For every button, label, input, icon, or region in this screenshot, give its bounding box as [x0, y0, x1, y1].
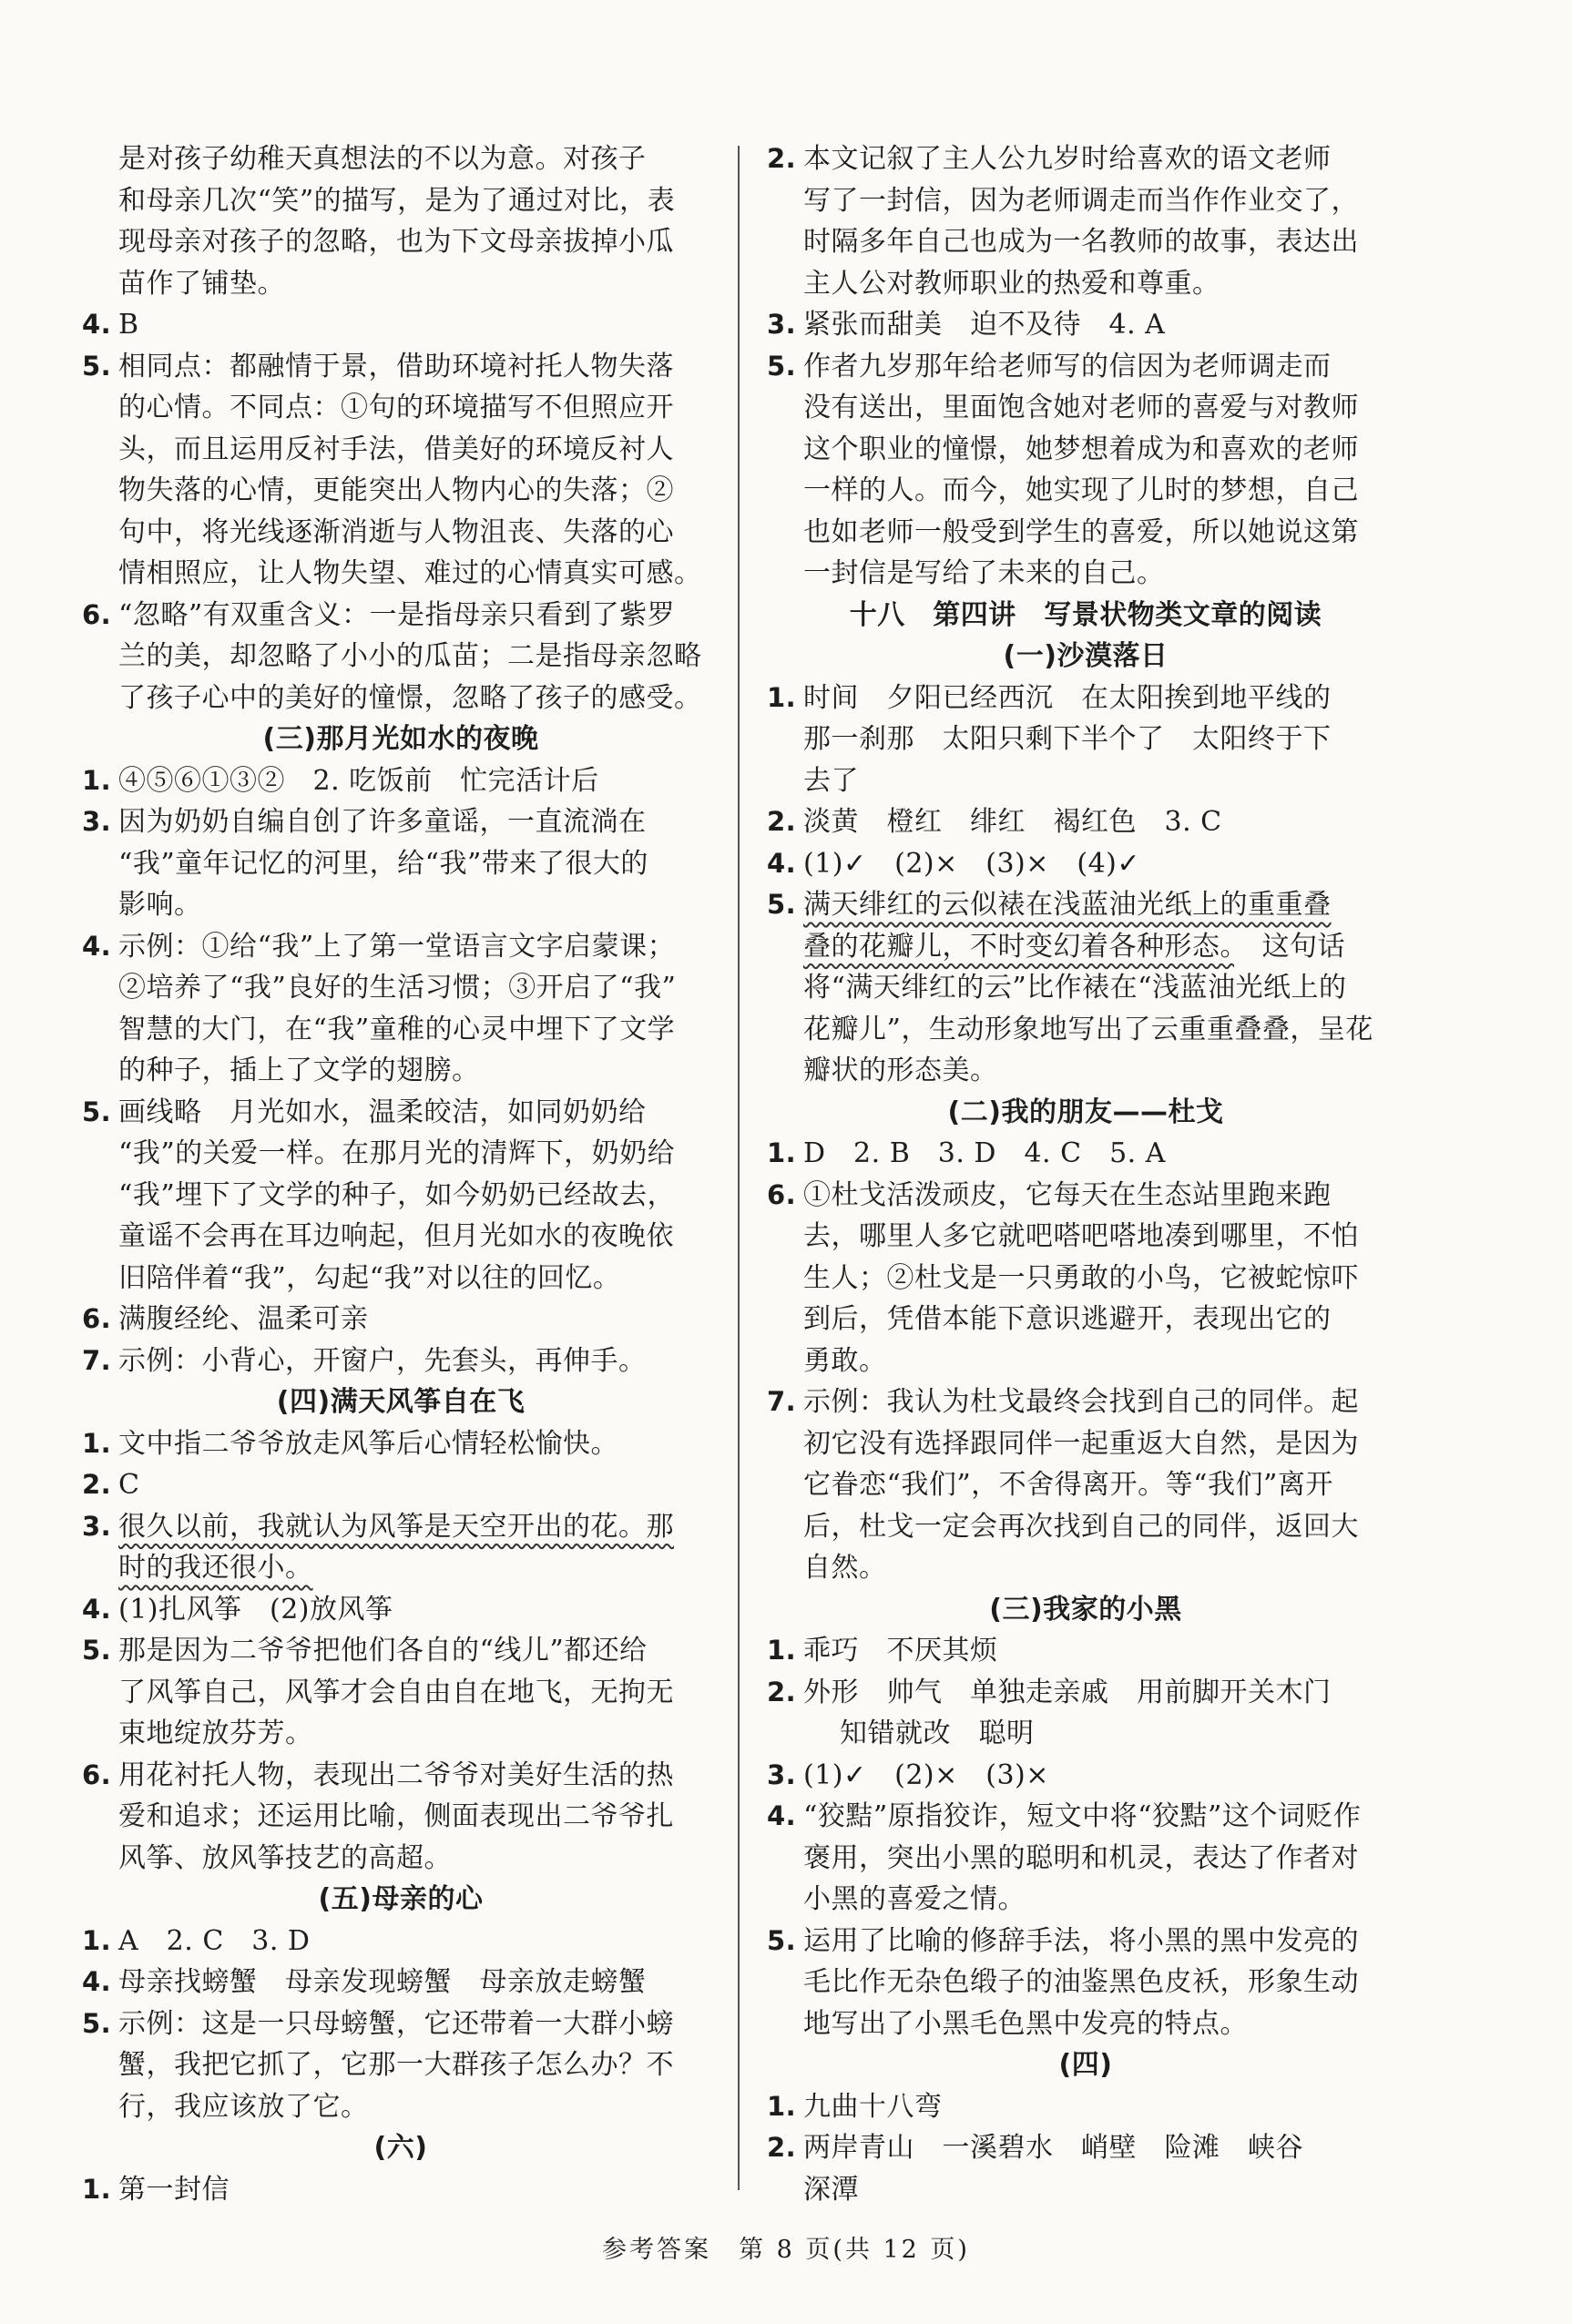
- answer-line: [82, 346, 720, 388]
- answer-line: [82, 1092, 720, 1134]
- answer-text-tail: 这句话: [1234, 930, 1345, 963]
- answer-text: ①杜戈活泼顽皮，它每天在生态站里跑来跑: [803, 1178, 1332, 1211]
- answer-text: 满天绯红的云似裱在浅蓝油光纸上的重重叠: [803, 889, 1332, 921]
- answer-text: 影响。: [118, 889, 202, 921]
- question-number: 4.: [82, 1593, 112, 1625]
- question-number: 2.: [767, 806, 797, 837]
- answer-text: 童谣不会再在耳边响起，但月光如水的夜晚依: [118, 1220, 674, 1252]
- question-number: 5.: [767, 350, 797, 382]
- answer-line: [82, 304, 720, 346]
- answer-text: 很久以前，我就认为风筝是天空开出的花。那: [118, 1510, 674, 1543]
- section-heading: (二)我的朋友——杜戈: [947, 1096, 1224, 1128]
- answer-text: 束地绽放芬芳。: [118, 1718, 313, 1749]
- answer-text: 兰的美，却忽略了小小的瓜苗；二是指母亲忽略: [118, 640, 702, 672]
- answer-text: 那一刹那 太阳只剩下半个了 太阳终于下: [803, 723, 1332, 755]
- answer-text: “狡黠”原指狡诈，短文中将“狡黠”这个词贬作: [803, 1800, 1362, 1832]
- question-number: 2.: [82, 1469, 112, 1500]
- answer-text: 去了: [803, 764, 859, 797]
- answer-text: 也如老师一般受到学生的喜爱，所以她说这第: [803, 515, 1359, 548]
- continuation-line: [767, 1340, 1404, 1382]
- answer-line: [82, 2169, 720, 2211]
- answer-text: 一样的人。而今，她实现了儿时的梦想，自己: [803, 474, 1359, 506]
- answer-line: [82, 1755, 720, 1797]
- continuation-line: [82, 221, 720, 263]
- answer-text: “我”埋下了文学的种子，如今奶奶已经故去，: [118, 1178, 676, 1211]
- answer-line: [767, 2086, 1404, 2128]
- continuation-line: [767, 1050, 1404, 1092]
- question-number: 3.: [82, 806, 112, 837]
- answer-text: ②培养了“我”良好的生活习惯；③开启了“我”: [118, 972, 677, 1004]
- answer-text: 智慧的大门，在“我”童稚的心灵中埋下了文学: [118, 1013, 676, 1045]
- answer-text: 示例：这是一只母螃蟹，它还带着一大群小螃: [118, 2007, 674, 2040]
- answer-text: 去，哪里人多它就吧嗒吧嗒地凑到哪里，不怕: [803, 1220, 1359, 1252]
- continuation-line: [767, 1962, 1404, 2003]
- answer-text: 的心情。不同点：①句的环境描写不但照应开: [118, 392, 674, 423]
- answer-text: 没有送出，里面饱含她对老师的喜爱与对教师: [803, 392, 1359, 423]
- answer-text: 运用了比喻的修辞手法，将小黑的黑中发亮的: [803, 1924, 1359, 1957]
- answer-line: [767, 1672, 1404, 1714]
- continuation-line: [82, 429, 720, 471]
- answer-text: 褒用，突出小黑的聪明和机灵，表达了作者对: [803, 1841, 1359, 1874]
- continuation-line: [767, 1423, 1404, 1465]
- continuation-line: [767, 1506, 1404, 1548]
- continuation-line: [82, 2044, 720, 2086]
- continuation-line: [767, 221, 1404, 263]
- answer-text: 画线略 月光如水，温柔皎洁，如同奶奶给: [118, 1096, 647, 1128]
- question-number: 3.: [767, 1758, 797, 1790]
- answer-text: 主人公对教师职业的热爱和尊重。: [803, 267, 1220, 300]
- question-number: 4.: [82, 930, 112, 962]
- question-number: 4.: [82, 1966, 112, 1997]
- continuation-line: [767, 1009, 1404, 1051]
- continuation-line: [767, 760, 1404, 802]
- question-number: 4.: [767, 1800, 797, 1831]
- answer-line: [767, 1921, 1404, 1962]
- answer-line: [767, 304, 1404, 346]
- answer-text: 时间 夕阳已经西沉 在太阳挨到地平线的: [803, 681, 1332, 714]
- answer-text: “忽略”有双重含义：一是指母亲只看到了紫罗: [118, 598, 676, 631]
- continuation-line: [767, 967, 1404, 1009]
- answer-line: [767, 138, 1404, 180]
- answer-text: 的种子，插上了文学的翅膀。: [118, 1055, 480, 1086]
- question-number: 6.: [82, 598, 112, 630]
- continuation-line: [82, 636, 720, 678]
- answer-text: 两岸青山 一溪碧水 峭壁 险滩 峡谷: [803, 2132, 1303, 2164]
- continuation-line: [767, 429, 1404, 471]
- answer-text: 地写出了小黑毛色黑中发亮的特点。: [803, 2007, 1248, 2040]
- answer-line: [767, 1175, 1404, 1217]
- answer-line: [82, 1962, 720, 2003]
- question-number: 6.: [767, 1178, 797, 1210]
- question-number: 1.: [82, 2173, 112, 2205]
- answer-text: 一封信是写给了未来的自己。: [803, 557, 1165, 589]
- continuation-line: [767, 719, 1404, 760]
- question-number: 1.: [767, 1635, 797, 1666]
- answer-text: D 2. B 3. D 4. C 5. A: [803, 1137, 1166, 1169]
- answer-text: 物失落的心情，更能突出人物内心的失落；②: [118, 474, 674, 506]
- continuation-line: [767, 553, 1404, 595]
- answer-text: 小黑的喜爱之情。: [803, 1883, 1026, 1915]
- answer-text: 乖巧 不厌其烦: [803, 1635, 998, 1667]
- section-heading: (三)我家的小黑: [989, 1593, 1182, 1626]
- continuation-line: [767, 387, 1404, 429]
- answer-text: 毛比作无杂色缎子的油鉴黑色皮袄，形象生动: [803, 1966, 1359, 1998]
- answer-text: 是对孩子幼稚天真想法的不以为意。对孩子: [118, 143, 647, 175]
- answer-text: ④⑤⑥①③② 2. 吃饭前 忙完活计后: [118, 764, 599, 797]
- continuation-line: [767, 2003, 1404, 2045]
- section-heading: (五)母亲的心: [318, 1883, 484, 1915]
- answer-text: B: [118, 309, 139, 341]
- answer-text: 叠的花瓣儿，不时变幻着各种形态。: [803, 930, 1234, 963]
- answer-text: 头，而且运用反衬手法，借美好的环境反衬人: [118, 433, 674, 465]
- answer-line: [82, 1423, 720, 1465]
- continuation-line: [82, 1713, 720, 1755]
- answer-text: 自然。: [803, 1552, 887, 1584]
- answer-text: 满腹经纶、温柔可亲: [118, 1303, 369, 1335]
- answer-text: 风筝、放风筝技艺的高超。: [118, 1841, 452, 1874]
- question-number: 7.: [82, 1344, 112, 1376]
- answer-line: [767, 1630, 1404, 1672]
- continuation-line: [82, 470, 720, 512]
- continuation-line: [82, 263, 720, 305]
- answer-text: A 2. C 3. D: [118, 1924, 311, 1957]
- question-number: 5.: [82, 1096, 112, 1127]
- answer-text: (1)✓ (2)× (3)×: [803, 1758, 1049, 1791]
- continuation-line: [82, 553, 720, 595]
- answer-line: [82, 1589, 720, 1631]
- section-heading: (四): [1058, 2049, 1113, 2081]
- right-column: [767, 138, 1404, 2210]
- continuation-line: [82, 1133, 720, 1175]
- continuation-line: [767, 263, 1404, 305]
- answer-text: 情相照应，让人物失望、难过的心情真实可感。: [118, 557, 702, 589]
- question-number: 1.: [767, 2090, 797, 2122]
- question-number: 5.: [767, 1924, 797, 1956]
- continuation-line: [767, 1464, 1404, 1506]
- answer-line: [82, 1506, 720, 1548]
- continuation-line: [82, 1216, 720, 1258]
- continuation-line: [82, 678, 720, 719]
- question-number: 6.: [82, 1758, 112, 1790]
- answer-text: C: [118, 1469, 140, 1501]
- question-number: 1.: [767, 681, 797, 713]
- page-footer: 参考答案 第 8 页(共 12 页): [602, 2236, 970, 2264]
- answer-text: 生人；②杜戈是一只勇敢的小鸟，它被蛇惊吓: [803, 1261, 1359, 1294]
- left-column: [82, 138, 720, 2210]
- answer-text: 行，我应该放了它。: [118, 2090, 369, 2123]
- answer-line: [82, 926, 720, 968]
- answer-line: [82, 1299, 720, 1340]
- continuation-line: [767, 1838, 1404, 1880]
- answer-text: 本文记叙了主人公九岁时给喜欢的语文老师: [803, 143, 1332, 175]
- continuation-line: [82, 1175, 720, 1217]
- question-number: 3.: [767, 309, 797, 340]
- section-heading: (四)满天风筝自在飞: [276, 1386, 526, 1418]
- continuation-line: [82, 1009, 720, 1051]
- continuation-line: [82, 1258, 720, 1300]
- answer-text: 将“满天绯红的云”比作裱在“浅蓝油光纸上的: [803, 972, 1347, 1004]
- continuation-line: [82, 387, 720, 429]
- answer-line: [82, 1464, 720, 1506]
- question-number: 6.: [82, 1303, 112, 1334]
- question-number: 7.: [767, 1386, 797, 1417]
- question-number: 4.: [767, 847, 797, 879]
- answer-text: 后，杜戈一定会再次找到自己的同伴，返回大: [803, 1510, 1359, 1543]
- answer-text: 勇敢。: [803, 1344, 887, 1377]
- answer-line: [767, 1755, 1404, 1797]
- answer-text: 花瓣儿”，生动形象地写出了云重重叠叠，呈花: [803, 1013, 1373, 1045]
- continuation-line: [82, 180, 720, 222]
- continuation-line: [767, 1299, 1404, 1340]
- column-divider: [738, 146, 740, 2190]
- answer-text: 第一封信: [118, 2173, 230, 2206]
- answer-text: 它眷恋“我们”，不舍得离开。等“我们”离开: [803, 1469, 1333, 1501]
- answer-text: 因为奶奶自编自创了许多童谣，一直流淌在: [118, 806, 647, 838]
- answer-line: [767, 801, 1404, 843]
- answer-line: [767, 2127, 1404, 2169]
- continuation-line: [82, 1672, 720, 1714]
- question-number: 5.: [82, 2007, 112, 2039]
- question-number: 1.: [82, 1924, 112, 1956]
- answer-text: 作者九岁那年给老师写的信因为老师调走而: [803, 350, 1332, 382]
- question-number: 5.: [82, 1635, 112, 1666]
- answer-text: (1)✓ (2)× (3)× (4)✓: [803, 847, 1141, 880]
- answer-line: [82, 2003, 720, 2045]
- continuation-line: [767, 926, 1404, 968]
- continuation-line: [767, 2169, 1404, 2211]
- answer-line: [82, 1340, 720, 1382]
- answer-text: 初它没有选择跟同伴一起重返大自然，是因为: [803, 1427, 1359, 1460]
- continuation-line: [82, 843, 720, 885]
- answer-text: 苗作了铺垫。: [118, 267, 285, 300]
- answer-line: [82, 801, 720, 843]
- answer-text: 知错就改 聪明: [840, 1718, 1035, 1749]
- answer-text: 时隔多年自己也成为一名教师的故事，表达出: [803, 226, 1359, 258]
- answer-line: [767, 843, 1404, 885]
- answer-text: 了孩子心中的美好的憧憬，忽略了孩子的感受。: [118, 681, 702, 714]
- continuation-line: [82, 1547, 720, 1589]
- answer-text: 用花衬托人物，表现出二爷爷对美好生活的热: [118, 1758, 674, 1791]
- continuation-line: [82, 967, 720, 1009]
- section-heading: (一)沙漠落日: [1003, 640, 1169, 672]
- answer-text: 深潭: [803, 2173, 859, 2206]
- answer-line: [767, 884, 1404, 926]
- answer-text: 示例：我认为杜戈最终会找到自己的同伴。起: [803, 1386, 1359, 1418]
- answer-text: 示例：小背心，开窗户，先套头，再伸手。: [118, 1344, 647, 1377]
- question-number: 4.: [82, 309, 112, 340]
- answer-line: [82, 1921, 720, 1962]
- answer-text: 时的我还很小。: [118, 1552, 313, 1584]
- question-number: 1.: [767, 1137, 797, 1168]
- question-number: 2.: [767, 143, 797, 174]
- answer-line: [767, 678, 1404, 719]
- question-number: 5.: [767, 889, 797, 920]
- answer-text: (1)扎风筝 (2)放风筝: [118, 1593, 393, 1626]
- answer-line: [767, 1796, 1404, 1838]
- answer-text: 到后，凭借本能下意识逃避开，表现出它的: [803, 1303, 1332, 1335]
- continuation-line: [767, 512, 1404, 554]
- continuation-line: [82, 884, 720, 926]
- answer-line: [82, 760, 720, 802]
- answer-text: 写了一封信，因为老师调走而当作作业交了，: [803, 184, 1359, 217]
- question-number: 2.: [767, 1676, 797, 1707]
- answer-text: “我”的关爱一样。在那月光的清辉下，奶奶给: [118, 1137, 676, 1169]
- question-number: 2.: [767, 2132, 797, 2163]
- section-heading: (六): [373, 2132, 428, 2164]
- answer-text: “我”童年记忆的河里，给“我”带来了很大的: [118, 847, 648, 880]
- answer-text: 旧陪伴着“我”，勾起“我”对以往的回忆。: [118, 1261, 621, 1294]
- answer-text: 这个职业的憧憬，她梦想着成为和喜欢的老师: [803, 433, 1359, 465]
- question-number: 1.: [82, 1427, 112, 1459]
- section-heading: (三)那月光如水的夜晚: [262, 723, 539, 755]
- answer-line: [767, 1381, 1404, 1423]
- answer-text: 现母亲对孩子的忽略，也为下文母亲拔掉小瓜: [118, 226, 674, 258]
- answer-text: 紧张而甜美 迫不及待 4. A: [803, 309, 1166, 341]
- continuation-line: [82, 1050, 720, 1092]
- answer-text: 句中，将光线逐渐消逝与人物沮丧、失落的心: [118, 515, 674, 548]
- answer-text: 和母亲几次“笑”的描写，是为了通过对比，表: [118, 184, 676, 217]
- answer-text: 那是因为二爷爷把他们各自的“线儿”都还给: [118, 1635, 648, 1667]
- answer-text: 母亲找螃蟹 母亲发现螃蟹 母亲放走螃蟹: [118, 1966, 647, 1998]
- answer-text: 淡黄 橙红 绯红 褐红色 3. C: [803, 806, 1222, 838]
- answer-text: 示例：①给“我”上了第一堂语言文字启蒙课；: [118, 930, 676, 963]
- answer-text: 了风筝自己，风筝才会自由自在地飞，无拘无: [118, 1676, 674, 1708]
- section-heading: 十八 第四讲 写景状物类文章的阅读: [849, 598, 1322, 631]
- question-number: 3.: [82, 1510, 112, 1542]
- answer-text: 文中指二爷爷放走风筝后心情轻松愉快。: [118, 1427, 618, 1460]
- continuation-line: [767, 1216, 1404, 1258]
- continuation-line: [767, 1713, 1404, 1755]
- continuation-line: [82, 1838, 720, 1880]
- answer-text: 外形 帅气 单独走亲戚 用前脚开关木门: [803, 1676, 1332, 1708]
- answer-line: [767, 1133, 1404, 1175]
- continuation-line: [767, 1547, 1404, 1589]
- answer-text: 相同点：都融情于景，借助环境衬托人物失落: [118, 350, 674, 382]
- answer-text: 蟹，我把它抓了，它那一大群孩子怎么办？不: [118, 2049, 674, 2081]
- continuation-line: [767, 180, 1404, 222]
- continuation-line: [82, 2086, 720, 2128]
- continuation-line: [82, 1796, 720, 1838]
- answer-line: [82, 1630, 720, 1672]
- answer-line: [82, 595, 720, 637]
- answer-text: 九曲十八弯: [803, 2090, 943, 2123]
- continuation-line: [82, 138, 720, 180]
- continuation-line: [767, 1879, 1404, 1921]
- answer-text: 爱和追求；还运用比喻，侧面表现出二爷爷扎: [118, 1800, 674, 1832]
- answer-line: [767, 346, 1404, 388]
- continuation-line: [767, 1258, 1404, 1300]
- question-number: 1.: [82, 764, 112, 796]
- continuation-line: [82, 512, 720, 554]
- answer-text: 瓣状的形态美。: [803, 1055, 998, 1086]
- continuation-line: [767, 470, 1404, 512]
- question-number: 5.: [82, 350, 112, 382]
